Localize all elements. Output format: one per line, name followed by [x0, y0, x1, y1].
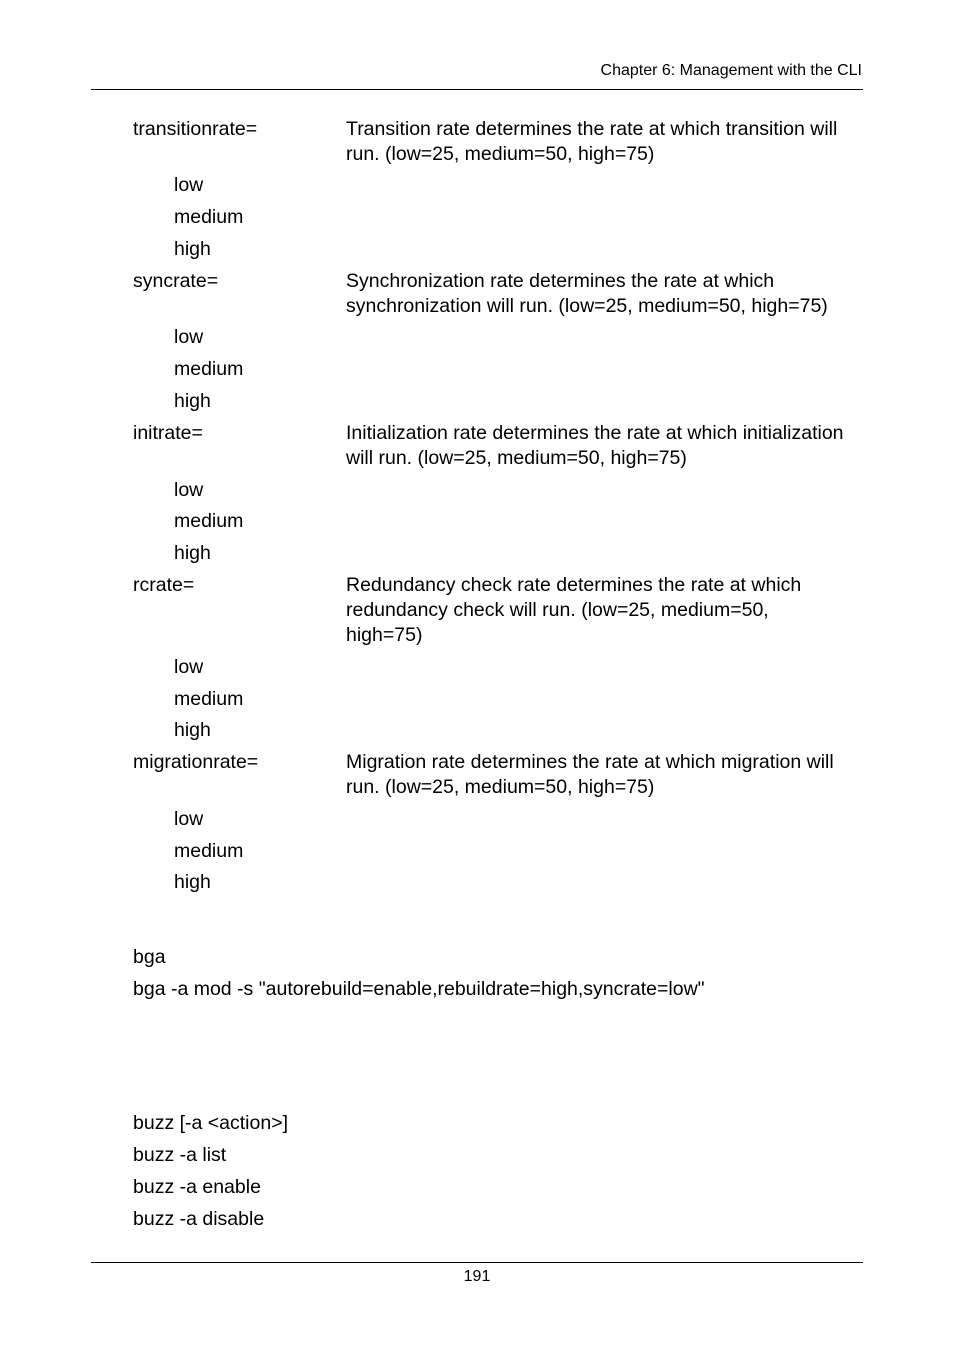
option-value: medium: [174, 840, 244, 862]
command-line: buzz [-a <action>]: [133, 1112, 289, 1134]
option-name: initrate=: [133, 422, 203, 444]
option-value: medium: [174, 688, 244, 710]
command-line: bga -a mod -s "autorebuild=enable,rebuildrate=high,syncrate=low": [133, 978, 705, 1000]
option-description: Synchronization rate determines the rate at which synchronization will run. (low=25, medium=50, high=75): [346, 270, 828, 317]
option-value: low: [174, 174, 204, 196]
option-value: medium: [174, 358, 244, 380]
option-value: low: [174, 808, 204, 830]
footer-rule: [91, 1262, 863, 1263]
option-value: high: [174, 238, 211, 260]
command-line: buzz -a enable: [133, 1176, 261, 1198]
command-line: bga: [133, 946, 166, 968]
command-line: buzz -a disable: [133, 1208, 265, 1230]
option-value: low: [174, 656, 204, 678]
option-name: syncrate=: [133, 270, 219, 292]
option-description: Initialization rate determines the rate at which initialization will run. (low=25, medium=50, high=75): [346, 422, 844, 469]
option-description: Redundancy check rate determines the rate at which redundancy check will run. (low=25, medium=50, high=75): [346, 574, 802, 646]
option-name: transitionrate=: [133, 118, 258, 140]
option-name: migrationrate=: [133, 751, 259, 773]
option-description: Migration rate determines the rate at which migration will run. (low=25, medium=50, high=75): [346, 751, 834, 798]
option-value: low: [174, 326, 204, 348]
command-line: buzz -a list: [133, 1144, 227, 1166]
option-value: high: [174, 542, 211, 564]
option-value: high: [174, 871, 211, 893]
chapter-title: Chapter 6: Management with the CLI: [600, 62, 862, 79]
option-value: high: [174, 390, 211, 412]
header-rule: [91, 89, 863, 90]
option-description: Transition rate determines the rate at which transition will run. (low=25, medium=50, high=75): [346, 118, 838, 165]
page-number: 191: [463, 1268, 491, 1285]
option-value: low: [174, 479, 204, 501]
option-value: medium: [174, 206, 244, 228]
option-value: high: [174, 719, 211, 741]
option-name: rcrate=: [133, 574, 195, 596]
option-value: medium: [174, 510, 244, 532]
